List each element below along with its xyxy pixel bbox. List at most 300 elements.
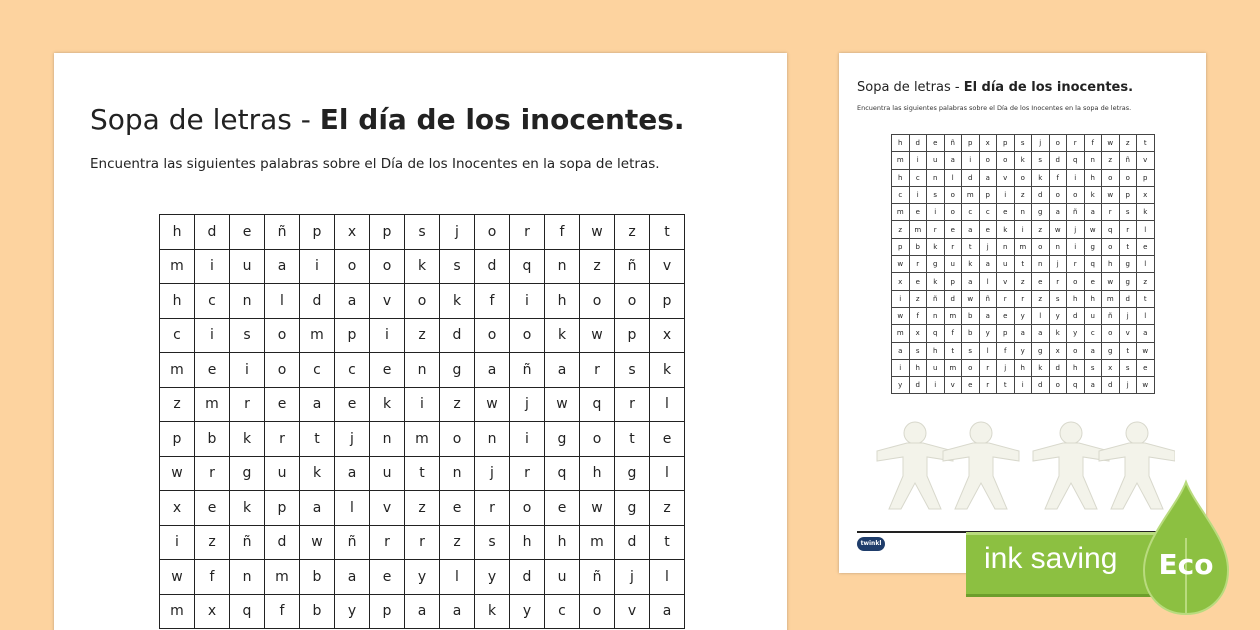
grid-cell: m <box>160 594 195 629</box>
preview-grid-cell: s <box>1014 135 1032 152</box>
grid-cell: n <box>545 249 580 284</box>
preview-grid-cell: p <box>997 135 1015 152</box>
preview-grid-cell: a <box>1084 204 1102 221</box>
preview-grid-cell: i <box>892 359 910 376</box>
preview-grid-cell: n <box>1032 256 1050 273</box>
preview-grid-cell: k <box>927 238 945 255</box>
grid-cell: r <box>475 491 510 526</box>
grid-cell: ñ <box>615 249 650 284</box>
preview-grid-cell: m <box>1102 290 1120 307</box>
grid-cell: k <box>300 456 335 491</box>
preview-grid-cell: q <box>1102 221 1120 238</box>
preview-grid-cell: c <box>909 169 927 186</box>
grid-cell: l <box>650 387 685 422</box>
grid-cell: w <box>475 387 510 422</box>
grid-cell: u <box>265 456 300 491</box>
grid-cell: a <box>650 594 685 629</box>
preview-grid-cell: h <box>1014 359 1032 376</box>
grid-row <box>160 284 685 319</box>
preview-grid-cell: h <box>1067 290 1085 307</box>
preview-grid-cell: h <box>1084 169 1102 186</box>
grid-cell: f <box>265 594 300 629</box>
preview-grid-cell: t <box>1119 342 1137 359</box>
grid-cell: z <box>405 318 440 353</box>
grid-cell: s <box>230 318 265 353</box>
preview-grid-cell: x <box>1102 359 1120 376</box>
grid-cell: a <box>335 560 370 595</box>
preview-grid-cell: w <box>1137 377 1155 394</box>
preview-grid-cell: w <box>962 290 980 307</box>
grid-cell: o <box>615 284 650 319</box>
preview-grid-cell: b <box>962 325 980 342</box>
grid-cell: z <box>580 249 615 284</box>
grid-cell: q <box>230 594 265 629</box>
preview-grid-cell: e <box>1084 273 1102 290</box>
grid-cell: n <box>440 456 475 491</box>
grid-cell: j <box>615 560 650 595</box>
grid-cell: d <box>475 249 510 284</box>
preview-grid-cell: g <box>1102 342 1120 359</box>
preview-grid-cell: p <box>944 273 962 290</box>
preview-grid-cell: f <box>1084 135 1102 152</box>
preview-grid-cell: x <box>979 135 997 152</box>
preview-grid-cell: o <box>1032 238 1050 255</box>
preview-grid-cell: r <box>927 221 945 238</box>
preview-grid-cell: z <box>909 290 927 307</box>
preview-title-regular: Sopa de letras - <box>857 80 964 95</box>
grid-cell: e <box>195 491 230 526</box>
preview-grid-cell: w <box>1102 273 1120 290</box>
preview-grid-cell: r <box>1049 273 1067 290</box>
grid-cell: g <box>615 491 650 526</box>
preview-grid-cell: m <box>892 325 910 342</box>
preview-grid-row <box>892 186 1155 203</box>
preview-grid-cell: k <box>997 221 1015 238</box>
preview-grid-cell: z <box>1014 186 1032 203</box>
grid-cell: i <box>510 284 545 319</box>
grid-cell: b <box>195 422 230 457</box>
preview-grid-cell: i <box>962 152 980 169</box>
grid-cell: w <box>580 491 615 526</box>
preview-grid-cell: n <box>1049 238 1067 255</box>
grid-cell: ñ <box>510 353 545 388</box>
grid-cell: g <box>545 422 580 457</box>
grid-cell: d <box>265 525 300 560</box>
title-bold: El día de los inocentes. <box>319 103 685 136</box>
worksheet-page <box>54 53 787 630</box>
preview-grid-cell: p <box>962 135 980 152</box>
preview-grid-cell: e <box>909 273 927 290</box>
grid-row <box>160 387 685 422</box>
preview-grid-cell: c <box>1084 325 1102 342</box>
grid-cell: ñ <box>580 560 615 595</box>
grid-cell: d <box>440 318 475 353</box>
preview-grid-cell: a <box>892 342 910 359</box>
grid-cell: r <box>510 215 545 250</box>
grid-cell: p <box>650 284 685 319</box>
grid-cell: o <box>510 491 545 526</box>
preview-grid-cell: p <box>979 186 997 203</box>
preview-grid-cell: i <box>927 204 945 221</box>
preview-grid-cell: a <box>979 169 997 186</box>
paper-doll-icon <box>943 422 1019 509</box>
grid-cell: w <box>580 318 615 353</box>
preview-grid-cell: g <box>1119 273 1137 290</box>
grid-cell: c <box>300 353 335 388</box>
grid-cell: y <box>335 594 370 629</box>
preview-grid-row <box>892 273 1155 290</box>
preview-grid-cell: g <box>1119 256 1137 273</box>
preview-grid-row <box>892 307 1155 324</box>
preview-grid-cell: m <box>962 186 980 203</box>
grid-cell: m <box>405 422 440 457</box>
grid-cell: j <box>335 422 370 457</box>
grid-cell: g <box>615 456 650 491</box>
grid-cell: p <box>335 318 370 353</box>
grid-cell: c <box>335 353 370 388</box>
preview-grid-cell: d <box>1032 186 1050 203</box>
grid-cell: t <box>405 456 440 491</box>
grid-cell: e <box>370 560 405 595</box>
preview-title <box>857 80 1133 95</box>
grid-cell: o <box>265 318 300 353</box>
preview-grid-row <box>892 256 1155 273</box>
preview-grid-row <box>892 238 1155 255</box>
preview-grid-cell: ñ <box>1119 152 1137 169</box>
grid-cell: g <box>230 456 265 491</box>
grid-cell: z <box>195 525 230 560</box>
preview-grid-cell: ñ <box>927 290 945 307</box>
preview-grid-cell: y <box>1014 307 1032 324</box>
preview-grid-cell: q <box>1067 377 1085 394</box>
preview-grid-cell: z <box>1032 290 1050 307</box>
preview-grid-cell: z <box>1014 273 1032 290</box>
grid-cell: i <box>405 387 440 422</box>
preview-grid-cell: v <box>997 273 1015 290</box>
grid-cell: i <box>195 318 230 353</box>
grid-cell: p <box>370 215 405 250</box>
grid-cell: o <box>475 215 510 250</box>
grid-cell: p <box>300 215 335 250</box>
preview-grid-cell: y <box>1049 307 1067 324</box>
preview-grid-cell: e <box>979 221 997 238</box>
preview-grid-cell: y <box>1014 342 1032 359</box>
grid-cell: o <box>580 594 615 629</box>
word-search-grid <box>159 214 685 629</box>
preview-grid-cell: r <box>979 377 997 394</box>
preview-grid-cell: t <box>1137 135 1155 152</box>
preview-grid-cell: l <box>1137 221 1155 238</box>
grid-cell: q <box>545 456 580 491</box>
grid-cell: l <box>650 456 685 491</box>
grid-cell: h <box>160 215 195 250</box>
preview-grid-cell: j <box>1119 377 1137 394</box>
grid-cell: a <box>475 353 510 388</box>
preview-word-search-grid <box>891 134 1155 394</box>
grid-cell: y <box>405 560 440 595</box>
title-regular: Sopa de letras - <box>90 103 320 136</box>
preview-grid-cell: z <box>1119 135 1137 152</box>
preview-grid-cell: d <box>1049 152 1067 169</box>
preview-grid-cell: s <box>927 186 945 203</box>
grid-row <box>160 422 685 457</box>
preview-grid-cell: l <box>979 273 997 290</box>
preview-grid-cell: o <box>1049 377 1067 394</box>
paper-doll-icon <box>1033 422 1109 509</box>
preview-grid-cell: u <box>944 256 962 273</box>
preview-grid-cell: j <box>979 238 997 255</box>
grid-cell: h <box>510 525 545 560</box>
grid-cell: t <box>300 422 335 457</box>
preview-grid-cell: l <box>979 342 997 359</box>
grid-cell: t <box>650 525 685 560</box>
grid-cell: i <box>300 249 335 284</box>
preview-grid-cell: p <box>997 325 1015 342</box>
grid-cell: s <box>475 525 510 560</box>
grid-cell: o <box>580 284 615 319</box>
preview-grid-cell: j <box>997 359 1015 376</box>
grid-cell: v <box>370 284 405 319</box>
ink-saving-label: ink saving <box>984 542 1118 575</box>
preview-grid-cell: o <box>1049 186 1067 203</box>
preview-grid-row <box>892 152 1155 169</box>
preview-grid-cell: i <box>997 186 1015 203</box>
grid-cell: z <box>440 387 475 422</box>
grid-cell: f <box>545 215 580 250</box>
preview-grid-cell: e <box>997 307 1015 324</box>
grid-row <box>160 456 685 491</box>
preview-grid-cell: z <box>1102 152 1120 169</box>
preview-grid-cell: ñ <box>1102 307 1120 324</box>
preview-grid-cell: a <box>979 307 997 324</box>
grid-cell: ñ <box>230 525 265 560</box>
preview-grid-cell: g <box>1032 204 1050 221</box>
preview-grid-cell: d <box>1102 377 1120 394</box>
preview-grid-cell: g <box>1084 238 1102 255</box>
preview-grid-cell: f <box>1049 169 1067 186</box>
preview-grid-cell: t <box>1119 238 1137 255</box>
preview-grid-cell: i <box>892 290 910 307</box>
preview-grid-cell: q <box>927 325 945 342</box>
preview-grid-cell: i <box>1067 169 1085 186</box>
preview-grid-cell: x <box>909 325 927 342</box>
preview-grid-cell: e <box>962 377 980 394</box>
grid-cell: r <box>580 353 615 388</box>
preview-grid-cell: r <box>997 290 1015 307</box>
grid-cell: k <box>650 353 685 388</box>
preview-grid-cell: i <box>927 377 945 394</box>
preview-grid-row <box>892 169 1155 186</box>
preview-grid-cell: ñ <box>944 135 962 152</box>
preview-grid-cell: s <box>1084 359 1102 376</box>
preview-grid-cell: n <box>927 307 945 324</box>
grid-cell: r <box>265 422 300 457</box>
preview-grid-cell: o <box>944 186 962 203</box>
grid-cell: t <box>615 422 650 457</box>
preview-grid-cell: f <box>909 307 927 324</box>
preview-grid-cell: o <box>1102 169 1120 186</box>
preview-grid-cell: n <box>1084 152 1102 169</box>
grid-cell: k <box>230 422 265 457</box>
grid-cell: a <box>300 387 335 422</box>
preview-grid-cell: t <box>962 238 980 255</box>
grid-cell: j <box>440 215 475 250</box>
preview-grid-cell: n <box>1014 204 1032 221</box>
grid-cell: e <box>195 353 230 388</box>
preview-grid-cell: k <box>962 256 980 273</box>
preview-grid-cell: g <box>1032 342 1050 359</box>
grid-row <box>160 525 685 560</box>
preview-grid-cell: x <box>892 273 910 290</box>
grid-cell: m <box>300 318 335 353</box>
grid-row <box>160 318 685 353</box>
grid-cell: i <box>230 353 265 388</box>
grid-cell: n <box>230 284 265 319</box>
preview-grid-cell: d <box>1032 377 1050 394</box>
grid-cell: m <box>580 525 615 560</box>
grid-cell: k <box>475 594 510 629</box>
grid-cell: z <box>440 525 475 560</box>
preview-grid-cell: g <box>927 256 945 273</box>
grid-cell: f <box>195 560 230 595</box>
grid-cell: x <box>195 594 230 629</box>
preview-grid-cell: j <box>1119 307 1137 324</box>
grid-cell: w <box>160 560 195 595</box>
grid-cell: e <box>440 491 475 526</box>
grid-cell: n <box>370 422 405 457</box>
preview-grid-cell: n <box>997 238 1015 255</box>
preview-grid-cell: a <box>962 273 980 290</box>
grid-cell: l <box>440 560 475 595</box>
preview-grid-cell: c <box>962 204 980 221</box>
grid-row <box>160 215 685 250</box>
grid-cell: e <box>265 387 300 422</box>
preview-grid-cell: e <box>944 221 962 238</box>
grid-cell: ñ <box>265 215 300 250</box>
preview-grid-cell: z <box>1137 273 1155 290</box>
preview-grid-cell: k <box>1049 325 1067 342</box>
grid-cell: x <box>335 215 370 250</box>
preview-grid-cell: a <box>1032 325 1050 342</box>
grid-cell: o <box>580 422 615 457</box>
grid-cell: p <box>160 422 195 457</box>
grid-cell: y <box>510 594 545 629</box>
grid-cell: m <box>195 387 230 422</box>
preview-grid-cell: o <box>1102 325 1120 342</box>
grid-cell: y <box>475 560 510 595</box>
grid-cell: a <box>335 284 370 319</box>
preview-grid-cell: s <box>909 342 927 359</box>
grid-row <box>160 560 685 595</box>
preview-grid-cell: h <box>892 135 910 152</box>
preview-grid-cell: h <box>1084 290 1102 307</box>
twinkl-logo: twinkl <box>857 537 885 551</box>
preview-grid-cell: a <box>1014 325 1032 342</box>
preview-grid-cell: k <box>927 273 945 290</box>
preview-grid-cell: m <box>944 307 962 324</box>
preview-grid-cell: l <box>944 169 962 186</box>
preview-grid-cell: d <box>909 377 927 394</box>
preview-grid-cell: w <box>892 307 910 324</box>
grid-cell: l <box>265 284 300 319</box>
grid-cell: t <box>650 215 685 250</box>
page-title <box>90 103 685 136</box>
preview-grid-cell: r <box>1014 290 1032 307</box>
preview-grid-cell: t <box>1137 290 1155 307</box>
grid-row <box>160 249 685 284</box>
preview-grid-cell: i <box>909 186 927 203</box>
grid-cell: r <box>510 456 545 491</box>
preview-grid-cell: d <box>962 169 980 186</box>
preview-grid-cell: o <box>1102 238 1120 255</box>
preview-grid-cell: h <box>1067 359 1085 376</box>
grid-cell: r <box>615 387 650 422</box>
grid-cell: o <box>510 318 545 353</box>
grid-cell: g <box>440 353 475 388</box>
grid-cell: d <box>510 560 545 595</box>
grid-cell: i <box>370 318 405 353</box>
preview-grid-cell: d <box>944 290 962 307</box>
grid-cell: s <box>440 249 475 284</box>
grid-cell: r <box>370 525 405 560</box>
preview-grid-cell: u <box>1084 307 1102 324</box>
preview-grid-cell: c <box>979 204 997 221</box>
preview-grid-cell: c <box>892 186 910 203</box>
preview-grid-cell: m <box>892 152 910 169</box>
preview-grid-cell: s <box>1119 204 1137 221</box>
grid-cell: o <box>405 284 440 319</box>
preview-instructions: Encuentra las siguientes palabras sobre el Día de los Inocentes en la sopa de letras. <box>857 104 1132 112</box>
preview-grid-cell: d <box>1067 307 1085 324</box>
grid-cell: f <box>475 284 510 319</box>
grid-cell: h <box>545 525 580 560</box>
preview-grid-cell: a <box>979 256 997 273</box>
grid-cell: i <box>195 249 230 284</box>
grid-cell: z <box>160 387 195 422</box>
preview-grid-cell: y <box>1067 325 1085 342</box>
grid-row <box>160 353 685 388</box>
preview-grid-cell: m <box>944 359 962 376</box>
preview-grid-cell: e <box>1137 238 1155 255</box>
preview-grid-cell: p <box>1119 186 1137 203</box>
preview-grid-cell: w <box>892 256 910 273</box>
grid-cell: k <box>405 249 440 284</box>
preview-grid-cell: o <box>962 359 980 376</box>
grid-cell: c <box>545 594 580 629</box>
grid-cell: p <box>615 318 650 353</box>
preview-grid-cell: o <box>1014 169 1032 186</box>
preview-grid-cell: a <box>1049 204 1067 221</box>
preview-grid-cell: r <box>979 359 997 376</box>
grid-cell: a <box>335 456 370 491</box>
grid-cell: p <box>265 491 300 526</box>
preview-grid-cell: t <box>997 377 1015 394</box>
grid-cell: r <box>195 456 230 491</box>
grid-cell: q <box>510 249 545 284</box>
preview-grid-cell: o <box>1067 342 1085 359</box>
grid-cell: d <box>300 284 335 319</box>
preview-grid-cell: o <box>997 152 1015 169</box>
preview-grid-row <box>892 325 1155 342</box>
grid-cell: o <box>440 422 475 457</box>
grid-cell: j <box>475 456 510 491</box>
grid-cell: a <box>300 491 335 526</box>
preview-grid-cell: s <box>1119 359 1137 376</box>
preview-grid-row <box>892 221 1155 238</box>
preview-grid-cell: t <box>944 342 962 359</box>
grid-cell: c <box>195 284 230 319</box>
preview-grid-cell: e <box>1032 273 1050 290</box>
